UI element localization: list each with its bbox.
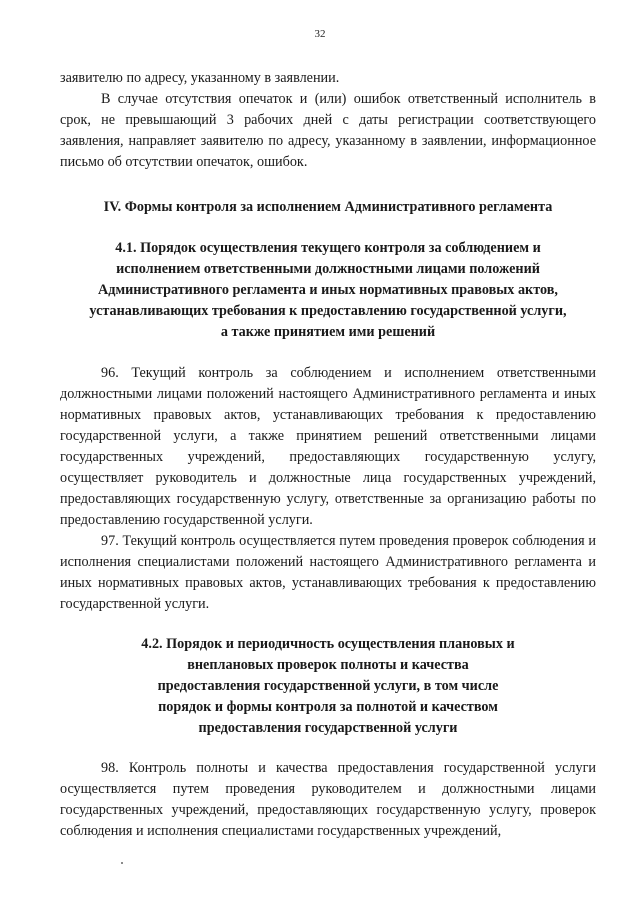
subsection-4-2-line: предоставления государственной услуги [198, 720, 458, 736]
document-body [60, 68, 596, 842]
paragraph-continuation: заявителю по адресу, указанному в заявлении. [60, 70, 340, 86]
subsection-4-1-line: 4.1. Порядок осуществления текущего контроля за соблюдением и [115, 240, 541, 256]
page-number: 32 [314, 28, 326, 40]
subsection-4-2-line: 4.2. Порядок и периодичность осуществления плановых и [141, 636, 515, 652]
subsection-4-2-title [60, 634, 596, 739]
paragraph-97: 97. Текущий контроль осуществляется путем проведения проверок соблюдения и исполнения специалистами положений настоящего Административного регламента и иных нормативных правовых актов, устанавливающих требования к предоставлению государственной услуги. [60, 533, 596, 612]
paragraph-98: 98. Контроль полноты и качества предоставления государственной услуги осуществляется путем проведения руководителем и должностными лицами государственных учреждений, предоставляющих государственную услугу, проверок соблюдения и исполнения специалистами государственных учреждений, [60, 760, 596, 839]
subsection-4-2-line: внеплановых проверок полноты и качества [187, 657, 469, 673]
subsection-4-1-line: а также принятием ими решений [220, 324, 436, 340]
subsection-4-1-line: исполнением ответственными должностными лицами положений [116, 261, 540, 277]
subsection-4-1-line: Административного регламента и иных нормативных правовых актов, [98, 282, 558, 298]
paragraph-96: 96. Текущий контроль за соблюдением и исполнением ответственными должностными лицами положений настоящего Административного регламента и иных нормативных правовых актов, устанавливающих требования к предоставлению государственной услуги, а также принятием решений ответственными лицами государственных учреждений, предоставляющих государственную услугу, осуществляет руководитель и должностные лица государственных учреждений, предоставляющих государственную услугу, ответственные за организацию работы по предоставлению государственной услуги. [60, 365, 596, 528]
subsection-4-2-line: предоставления государственной услуги, в том числе [157, 678, 499, 694]
paragraph-no-errors: В случае отсутствия опечаток и (или) ошибок ответственный исполнитель в срок, не превышающий 3 рабочих дней с даты регистрации соответствующего заявления, направляет заявителю по адресу, указанному в заявлении, информационное письмо об отсутствии опечаток, ошибок. [60, 91, 596, 170]
subsection-4-2-line: порядок и формы контроля за полнотой и качеством [158, 699, 498, 715]
subsection-4-1-line: устанавливающих требования к предоставлению государственной услуги, [89, 303, 567, 319]
scan-speck [121, 862, 123, 864]
section-title: IV. Формы контроля за исполнением Административного регламента [103, 199, 553, 215]
subsection-4-1-title [60, 238, 596, 343]
